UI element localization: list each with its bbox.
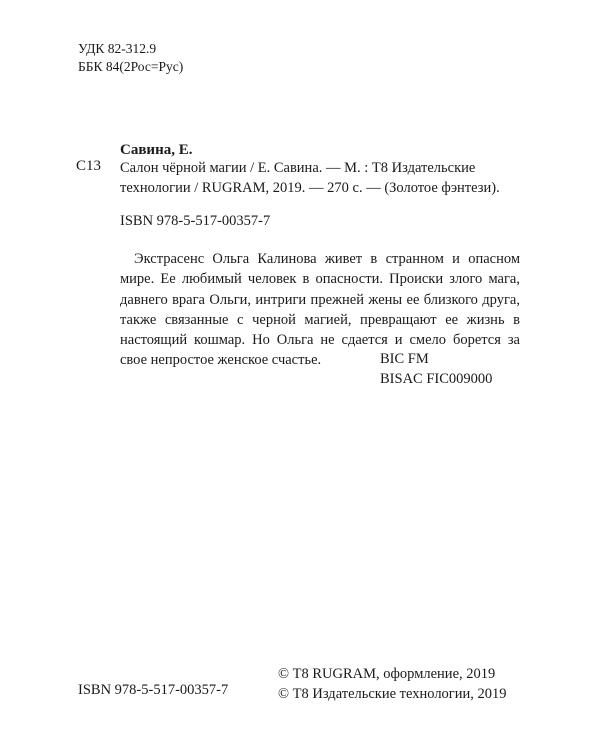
author-heading: Савина, Е. bbox=[120, 142, 193, 158]
copyright-block bbox=[278, 664, 507, 704]
bic-code: BIC FM bbox=[380, 351, 429, 367]
author-sign: С13 bbox=[76, 158, 102, 174]
copyright-publisher: © Т8 Издательские технологии, 2019 bbox=[278, 686, 507, 702]
description-line-2: технологии / RUGRAM, 2019. — 270 с. — (Золотое фэнтези). bbox=[120, 180, 500, 196]
bbk-code: ББК 84(2Рос=Рус) bbox=[78, 59, 184, 74]
classification-codes bbox=[78, 40, 183, 76]
udk-code: УДК 82-312.9 bbox=[78, 41, 157, 56]
isbn-footer: ISBN 978-5-517-00357-7 bbox=[78, 682, 229, 698]
bibliographic-description bbox=[120, 158, 540, 198]
isbn-catalog: ISBN 978-5-517-00357-7 bbox=[120, 213, 271, 229]
subject-codes bbox=[380, 349, 492, 389]
book-annotation: Экстрасенс Ольга Калинова живет в странном и опасном мире. Ее любимый человек в опасности. Происки злого мага, давнего врага Ольги, интриги прежней жены ее близкого друга, также связанные с черной магией, превращают ее жизнь в настоящий кошмар. Но Ольга не сдается и смело борется за свое непростое женское счастье. bbox=[120, 251, 520, 369]
copyright-design: © Т8 RUGRAM, оформление, 2019 bbox=[278, 666, 496, 682]
bisac-code: BISAC FIC009000 bbox=[380, 371, 493, 387]
description-line-1: Салон чёрной магии / Е. Савина. — М. : Т8 Издательские bbox=[120, 160, 476, 176]
